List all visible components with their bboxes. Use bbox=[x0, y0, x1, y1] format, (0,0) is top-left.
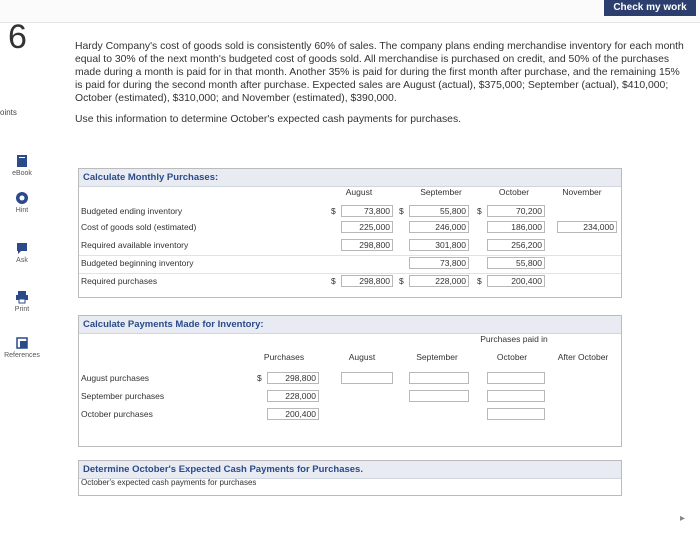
col-after-october: After October bbox=[557, 352, 609, 362]
col-november: November bbox=[562, 187, 602, 197]
row-label: Budgeted beginning inventory bbox=[81, 258, 194, 268]
col-september: September bbox=[420, 187, 462, 197]
check-my-work-button[interactable]: Check my work bbox=[604, 0, 696, 16]
question-instruction: Use this information to determine October's expected cash payments for purchases. bbox=[75, 114, 462, 125]
row-divider bbox=[79, 273, 621, 274]
input-sep-cogs[interactable]: 246,000 bbox=[409, 221, 469, 233]
row-label: Required purchases bbox=[81, 276, 158, 286]
input-sep-purchases-total[interactable]: 228,000 bbox=[267, 390, 319, 402]
row-label: Required available inventory bbox=[81, 240, 189, 250]
payments-section bbox=[78, 315, 622, 447]
col-september: September bbox=[416, 352, 458, 362]
input-sep-purchases-paid-sep[interactable] bbox=[409, 390, 469, 402]
top-bar bbox=[0, 0, 700, 23]
sidebar-ebook[interactable] bbox=[0, 154, 44, 177]
input-aug-ending-inventory[interactable]: 73,800 bbox=[341, 205, 393, 217]
points-label: oints bbox=[0, 108, 17, 117]
sidebar-ask[interactable] bbox=[0, 241, 44, 264]
input-oct-required-purchases[interactable]: 200,400 bbox=[487, 275, 545, 287]
sidebar-label: References bbox=[4, 352, 40, 359]
input-nov-cogs[interactable]: 234,000 bbox=[557, 221, 617, 233]
dollar-sign: $ bbox=[477, 206, 482, 216]
references-icon bbox=[15, 336, 29, 350]
input-aug-required-purchases[interactable]: 298,800 bbox=[341, 275, 393, 287]
input-aug-purchases-paid-sep[interactable] bbox=[409, 372, 469, 384]
row-label: Cost of goods sold (estimated) bbox=[81, 222, 197, 232]
input-oct-ending-inventory[interactable]: 70,200 bbox=[487, 205, 545, 217]
input-sep-beginning-inventory[interactable]: 73,800 bbox=[409, 257, 469, 269]
section-title: Calculate Monthly Purchases: bbox=[79, 169, 621, 187]
dollar-sign: $ bbox=[331, 206, 336, 216]
col-october: October bbox=[496, 352, 528, 362]
sidebar-label: Ask bbox=[16, 257, 28, 264]
sidebar-label: eBook bbox=[12, 170, 32, 177]
sidebar-hint[interactable] bbox=[0, 191, 44, 214]
dollar-sign: $ bbox=[399, 276, 404, 286]
row-divider bbox=[79, 255, 621, 256]
sidebar-references[interactable] bbox=[0, 336, 44, 359]
purchases-paid-in-header: Purchases paid in bbox=[480, 334, 548, 344]
col-august: August bbox=[345, 187, 373, 197]
input-sep-ending-inventory[interactable]: 55,800 bbox=[409, 205, 469, 217]
dollar-sign: $ bbox=[331, 276, 336, 286]
row-label: October's expected cash payments for purchases bbox=[81, 478, 257, 487]
input-sep-required-available[interactable]: 301,800 bbox=[409, 239, 469, 251]
print-icon bbox=[15, 290, 29, 304]
input-oct-cogs[interactable]: 186,000 bbox=[487, 221, 545, 233]
col-purchases: Purchases bbox=[263, 352, 305, 362]
question-text: Hardy Company's cost of goods sold is consistently 60% of sales. The company plans ending merchandise inventory for each month equal to 30% of the next month's budgeted cost of goods sold. All merchandise is purchased on credit, and 50% of the purchases made during a month is paid for in that month. Another 35% is paid for during the first month after purchase, and the remaining 15% is paid for during the second month after purchase. Expected sales are August (actual), $375,000; September (actual), $410,000; October (estimated), $310,000; and November (estimated), $390,000. bbox=[75, 41, 684, 104]
hint-icon bbox=[15, 191, 29, 205]
question-text-block bbox=[75, 40, 687, 126]
input-sep-required-purchases[interactable]: 228,000 bbox=[409, 275, 469, 287]
input-aug-purchases-total[interactable]: 298,800 bbox=[267, 372, 319, 384]
input-oct-purchases-paid-oct[interactable] bbox=[487, 408, 545, 420]
dollar-sign: $ bbox=[477, 276, 482, 286]
col-october: October bbox=[498, 187, 530, 197]
section-title: Determine October's Expected Cash Payments for Purchases. bbox=[79, 461, 621, 479]
october-payments-section bbox=[78, 460, 622, 496]
sidebar-label: Hint bbox=[15, 207, 29, 214]
row-label: Budgeted ending inventory bbox=[81, 206, 183, 216]
input-oct-beginning-inventory[interactable]: 55,800 bbox=[487, 257, 545, 269]
sidebar-print[interactable] bbox=[0, 290, 44, 313]
row-label: August purchases bbox=[81, 373, 150, 383]
scroll-arrow-icon[interactable]: ▸ bbox=[680, 513, 686, 524]
row-label: September purchases bbox=[81, 391, 165, 401]
input-aug-cogs[interactable]: 225,000 bbox=[341, 221, 393, 233]
col-august: August bbox=[348, 352, 376, 362]
input-aug-purchases-paid-oct[interactable] bbox=[487, 372, 545, 384]
question-number: 6 bbox=[8, 18, 27, 56]
input-oct-purchases-total[interactable]: 200,400 bbox=[267, 408, 319, 420]
section-title: Calculate Payments Made for Inventory: bbox=[79, 316, 621, 334]
dollar-sign: $ bbox=[257, 373, 262, 383]
sidebar-label: Print bbox=[14, 306, 30, 313]
dollar-sign: $ bbox=[399, 206, 404, 216]
input-aug-purchases-paid-aug[interactable] bbox=[341, 372, 393, 384]
book-icon bbox=[16, 154, 28, 168]
ask-icon bbox=[15, 241, 29, 255]
input-sep-purchases-paid-oct[interactable] bbox=[487, 390, 545, 402]
monthly-purchases-section bbox=[78, 168, 622, 298]
input-oct-required-available[interactable]: 256,200 bbox=[487, 239, 545, 251]
input-aug-required-available[interactable]: 298,800 bbox=[341, 239, 393, 251]
row-label: October purchases bbox=[81, 409, 153, 419]
